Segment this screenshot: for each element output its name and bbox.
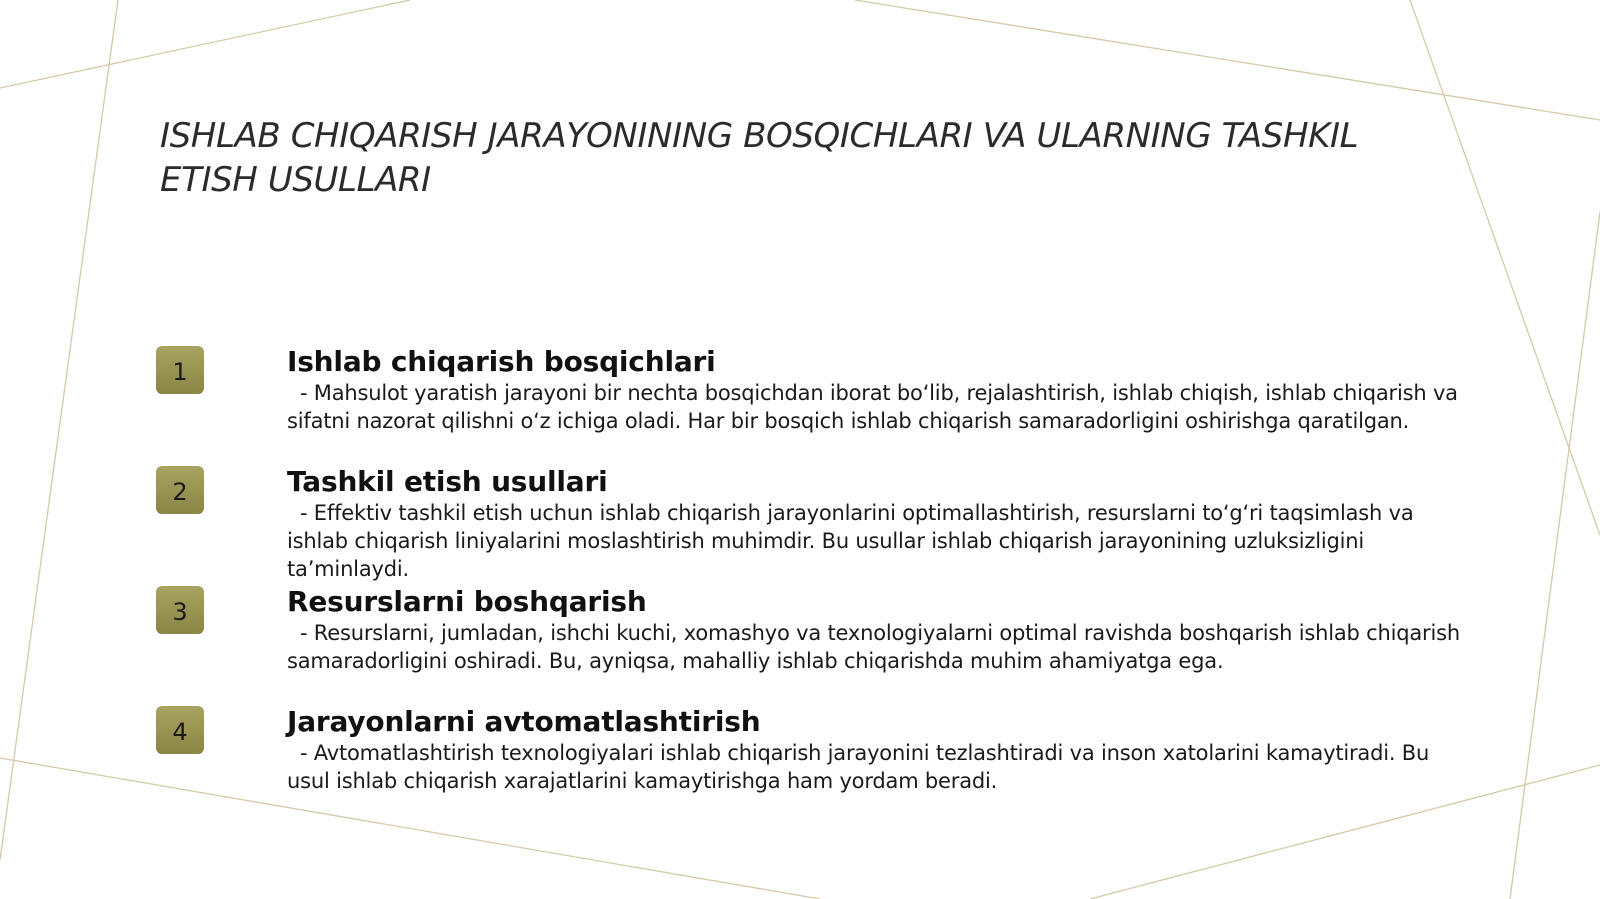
item-heading: Ishlab chiqarish bosqichlari [287,345,716,378]
deco-line [0,0,118,860]
item-heading: Jarayonlarni avtomatlashtirish [287,705,761,738]
item-description: - Mahsulot yaratish jarayoni bir nechta bosqichdan iborat bo‘lib, rejalashtirish, ishlab chiqish, ishlab chiqarish va sifatni nazorat qilishni o‘z ichiga oladi. Har bir bosqich ishlab chiqarish samaradorligini oshirishga qaratilgan. [287,381,1465,433]
number-badge: 2 [156,466,204,514]
deco-line [1410,0,1600,535]
slide-title: ISHLAB CHIQARISH JARAYONINING BOSQICHLARI VA ULARNING TASHKIL ETISH USULLARI [160,116,1359,200]
item-description: - Effektiv tashkil etish uchun ishlab chiqarish jarayonlarini optimallashtirish, resurslarni to‘g‘ri taqsimlash va ishlab chiqarish liniyalarini moslashtirish muhimdir. Bu usullar ishlab chiqarish jarayonining uzluksizligini ta’minlaydi. [287,501,1420,581]
number-badge: 4 [156,706,204,754]
number-badge: 3 [156,586,204,634]
deco-line [0,0,410,88]
item-heading: Resurslarni boshqarish [287,585,647,618]
deco-line [1510,212,1600,899]
number-badge: 1 [156,346,204,394]
item-description: - Resurslarni, jumladan, ishchi kuchi, xomashyo va texnologiyalarni optimal ravishda boshqarish ishlab chiqarish samaradorligini oshiradi. Bu, ayniqsa, mahalliy ishlab chiqarishda muhim ahamiyatga ega. [287,621,1467,673]
deco-line [855,0,1600,120]
item-heading: Tashkil etish usullari [287,465,608,498]
item-description: - Avtomatlashtirish texnologiyalari ishlab chiqarish jarayonini tezlashtiradi va inson xatolarini kamaytiradi. Bu usul ishlab chiqarish xarajatlarini kamaytirishga ham yordam beradi. [287,741,1436,793]
